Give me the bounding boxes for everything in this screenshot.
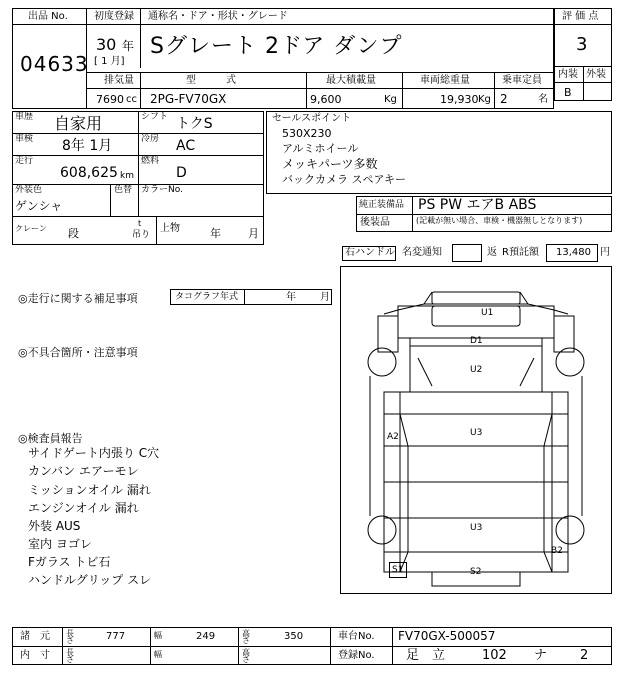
inspection: 8年 1月 <box>62 138 113 154</box>
shift: トクS <box>176 116 213 132</box>
length-label: 長さ <box>66 629 74 646</box>
exterior-label: 外装 <box>586 69 606 80</box>
mileage: 608,625 <box>60 165 118 181</box>
type-value: 2PG-FV70GX <box>150 92 227 106</box>
reg-number: 2 <box>580 648 589 663</box>
reg-kana: ナ <box>534 648 548 663</box>
aftermarket-label: 後装品 <box>360 217 390 228</box>
mark-u3-rear: U3 <box>470 523 483 533</box>
first-reg-label: 初度登録 <box>94 11 134 22</box>
mileage-label: 走行 <box>15 156 34 166</box>
mileage-unit: km <box>120 171 134 181</box>
sales-point-4: バックカメラ スペアキー <box>282 173 407 186</box>
grade-value: 3 <box>576 34 588 55</box>
sales-point-3: メッキパーツ多数 <box>282 157 378 171</box>
width: 249 <box>196 631 216 642</box>
fuel: D <box>176 165 187 181</box>
mark-d1: D1 <box>470 336 483 346</box>
crane-top: 上物 <box>160 223 180 234</box>
genuine-equipment: PS PW エアB ABS <box>418 197 537 213</box>
right-hand: 右ハンドル <box>345 247 395 258</box>
name-change-box <box>452 244 482 262</box>
inspector-item-3: ミッションオイル 漏れ <box>28 483 151 497</box>
gross-weight-label: 車両総重量 <box>420 75 470 86</box>
first-reg-month: [ 1 月] <box>94 56 125 67</box>
color-no-label: カラーNo. <box>141 185 183 195</box>
inspector-item-4: エンジンオイル 漏れ <box>28 501 139 515</box>
displacement-label: 排気量 <box>104 75 134 86</box>
capacity-label: 乗車定員 <box>502 75 542 86</box>
mark-s1: S1 <box>392 565 404 575</box>
sales-point-1: 530X230 <box>282 127 332 140</box>
width-label: 幅 <box>154 631 162 640</box>
inspector-item-2: カンバン エアーモレ <box>28 464 139 478</box>
height-label: 高さ <box>242 629 250 646</box>
inner-height-label: 高さ <box>242 648 250 665</box>
genuine-equipment-label: 純正装備品 <box>359 200 405 210</box>
gross-weight: 19,930 <box>440 93 479 106</box>
history: 自家用 <box>54 114 103 133</box>
height: 350 <box>284 631 304 642</box>
max-load-label: 最大積載量 <box>326 75 376 86</box>
interior-label: 内装 <box>558 69 578 80</box>
reg-class: 102 <box>482 648 507 663</box>
crane-lift: 吊り <box>132 230 151 240</box>
shift-label: シフト <box>141 112 169 122</box>
mark-a2: A2 <box>387 432 399 442</box>
model-name: Sグレート 2ドア ダンプ <box>150 34 403 59</box>
mark-u2: U2 <box>470 365 483 375</box>
dims-label: 諸 元 <box>20 631 50 642</box>
crane-step: 段 <box>68 227 79 240</box>
color: ゲンシャ <box>15 199 63 213</box>
chassis-label: 車台No. <box>338 631 375 642</box>
mark-u1: U1 <box>481 308 494 318</box>
inspector-item-8: ハンドルグリップ スレ <box>28 573 152 587</box>
color-code-label: 色替 <box>114 185 133 195</box>
capacity-unit: 名 <box>538 94 548 105</box>
gross-weight-unit: Kg <box>478 94 491 105</box>
interior-grade: B <box>564 86 572 99</box>
mark-s2: S2 <box>470 567 482 577</box>
max-load: 9,600 <box>310 93 342 106</box>
deposit-label: R預託額 <box>502 247 539 258</box>
name-change-label: 名変通知 <box>402 247 442 258</box>
inner-width-label: 幅 <box>154 650 162 659</box>
mark-u3-front: U3 <box>470 428 483 438</box>
chassis: FV70GX-500057 <box>398 629 496 643</box>
inner-label: 内 寸 <box>20 650 50 661</box>
reg-label: 登録No. <box>338 650 375 661</box>
defects-label: ◎不具合箇所・注意事項 <box>18 346 138 359</box>
crane-year: 年 <box>210 227 221 240</box>
ac: AC <box>176 138 196 154</box>
grade-label: 評 価 点 <box>562 11 599 22</box>
model-name-label: 通称名・ドア・形状・グレード <box>148 11 288 22</box>
history-label: 車歴 <box>15 112 34 122</box>
first-reg-year: 30 <box>96 35 117 54</box>
inspection-label: 車検 <box>15 134 34 144</box>
inspector-item-1: サイドゲート内張り C穴 <box>28 446 160 460</box>
max-load-unit: Kg <box>384 94 397 105</box>
sales-points-label: セールスポイント <box>272 113 352 124</box>
capacity: 2 <box>500 92 508 106</box>
length: 777 <box>106 631 126 642</box>
mark-b2: B2 <box>551 546 563 556</box>
type-label: 型 式 <box>186 75 236 86</box>
refund-label: 返 <box>487 247 497 258</box>
supplement-label: ◎走行に関する補足事項 <box>18 292 138 305</box>
color-label: 外装色 <box>15 185 43 195</box>
deposit: 13,480 <box>556 247 591 258</box>
crane-label: クレーン <box>15 224 47 233</box>
ac-label: 冷房 <box>141 134 160 144</box>
tachograph-month: 月 <box>320 292 330 303</box>
lot-no: 04633 <box>20 52 89 76</box>
fuel-label: 燃料 <box>141 156 160 166</box>
crane-t: t <box>138 219 142 228</box>
lot-no-label: 出品 No. <box>28 11 68 22</box>
inspector-item-5: 外装 AUS <box>28 519 81 533</box>
first-reg-year-unit: 年 <box>122 39 135 53</box>
inspector-item-6: 室内 ヨゴレ <box>28 537 92 551</box>
reg-place: 足 立 <box>406 648 446 663</box>
aftermarket-note: (記載が無い場合、車検・機器無しとなります) <box>416 216 583 225</box>
sales-point-2: アルミホイール <box>282 142 359 155</box>
yen-label: 円 <box>600 247 610 258</box>
tachograph-year: 年 <box>286 292 296 303</box>
inspector-label: ◎検査員報告 <box>18 432 83 445</box>
inspector-item-7: Fガラス トビ石 <box>28 555 111 569</box>
displacement: 7690 <box>96 93 124 106</box>
crane-month: 月 <box>248 227 259 240</box>
inner-length-label: 長さ <box>66 648 74 665</box>
displacement-unit: cc <box>126 94 137 105</box>
tachograph-label: タコグラフ年式 <box>175 292 239 302</box>
